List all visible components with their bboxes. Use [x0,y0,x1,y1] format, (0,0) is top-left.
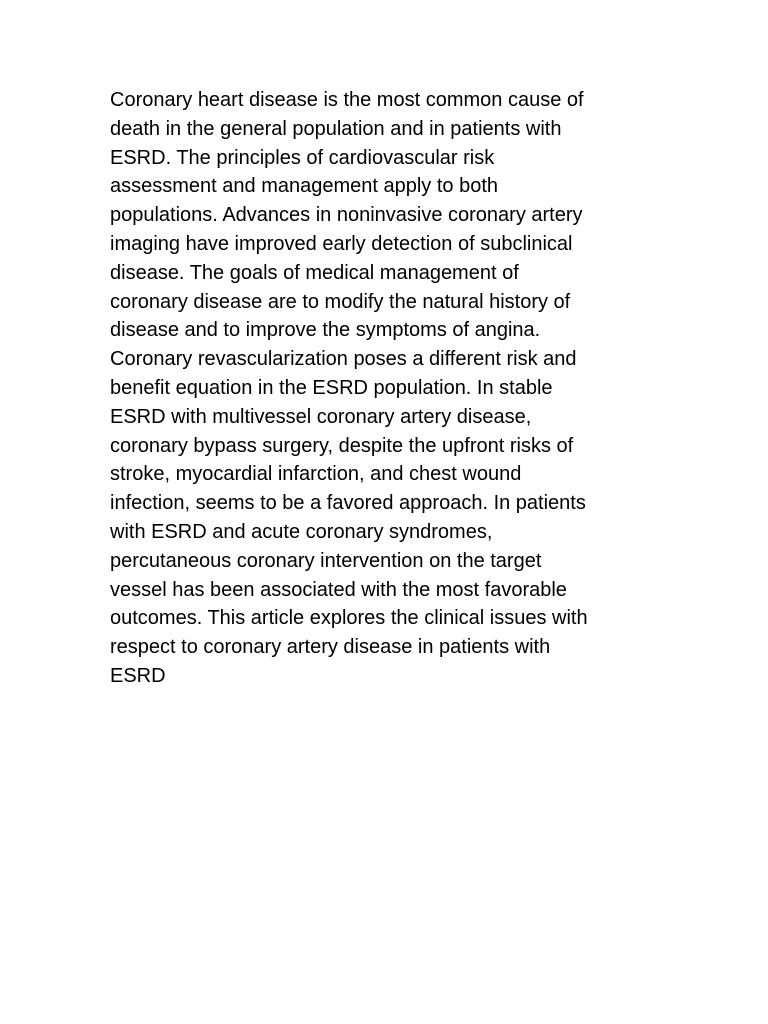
text-line: ESRD with multivessel coronary artery disease, [110,405,532,428]
text-line: assessment and management apply to both [110,175,499,198]
text-line: infection, seems to be a favored approach. In patients [110,492,586,515]
text-line: respect to coronary artery disease in patients with [110,636,551,659]
text-line: disease. The goals of medical management of [110,261,519,284]
text-line: death in the general population and in patients with [110,117,562,140]
text-line: ESRD [110,664,166,687]
text-line: vessel has been associated with the most favorable [110,578,567,601]
text-line: with ESRD and acute coronary syndromes, [110,520,493,543]
text-line: outcomes. This article explores the clinical issues with [110,607,588,630]
text-line: imaging have improved early detection of subclinical [110,232,573,255]
text-line: Coronary revascularization poses a different risk and [110,348,577,371]
text-line: benefit equation in the ESRD population. In stable [110,376,553,399]
text-line: ESRD. The principles of cardiovascular risk [110,146,495,169]
text-line: coronary disease are to modify the natural history of [110,290,571,313]
text-line: populations. Advances in noninvasive coronary artery [110,204,583,227]
text-line: disease and to improve the symptoms of angina. [110,319,541,342]
text-line: coronary bypass surgery, despite the upfront risks of [110,434,574,457]
abstract-paragraph [110,86,670,691]
text-line: stroke, myocardial infarction, and chest wound [110,463,522,486]
text-line: percutaneous coronary intervention on the target [110,549,542,572]
text-line: Coronary heart disease is the most common cause of [110,89,584,111]
